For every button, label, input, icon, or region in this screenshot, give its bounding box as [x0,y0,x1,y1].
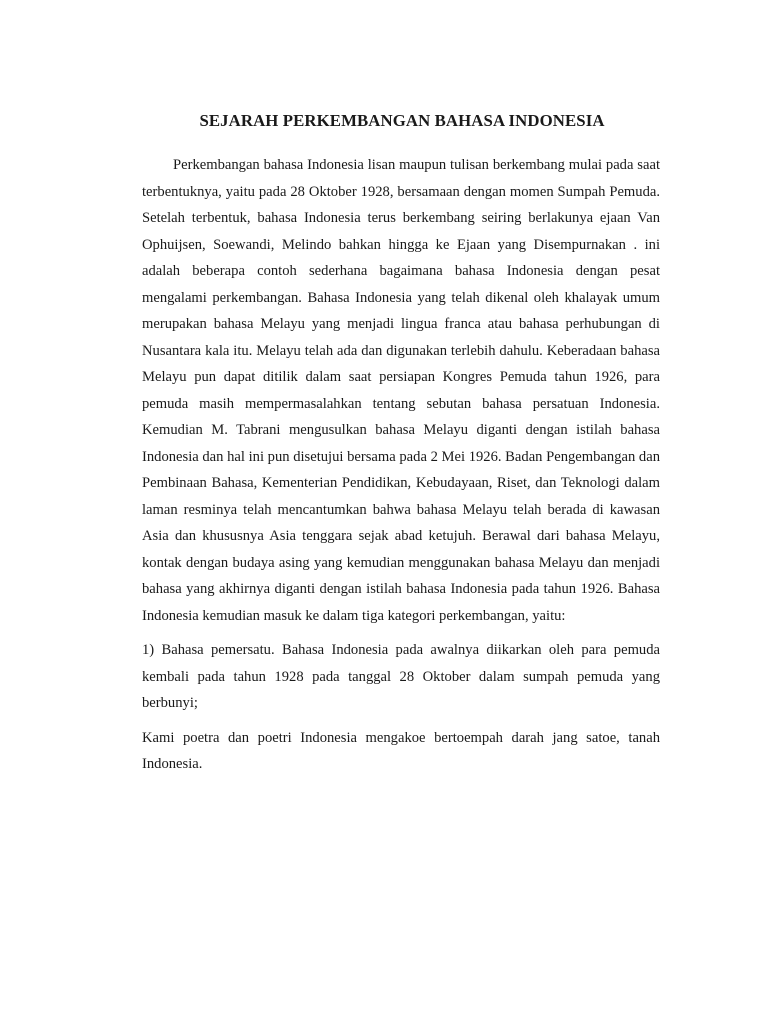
document-title: SEJARAH PERKEMBANGAN BAHASA INDONESIA [199,111,605,130]
paragraph-youth-pledge-quote: Kami poetra dan poetri Indonesia mengakoe bertoempah darah jang satoe, tanah Indonesia. [142,729,660,772]
paragraph-unifying-language: 1) Bahasa pemersatu. Bahasa Indonesia pada awalnya diikarkan oleh para pemuda kembali pada tahun 1928 pada tanggal 28 Oktober dalam sumpah pemuda yang berbunyi; [142,642,660,711]
paragraph-history: Perkembangan bahasa Indonesia lisan maupun tulisan berkembang mulai pada saat terbentuknya, yaitu pada 28 Oktober 1928, bersamaan dengan momen Sumpah Pemuda. Setelah terbentuk, bahasa Indonesia terus berkembang seiring berlakunya ejaan Van Ophuijsen, Soewandi, Melindo bahkan hingga ke Ejaan yang Disempurnakan . ini adalah beberapa contoh sederhana bagaimana bahasa Indonesia dengan pesat mengalami perkembangan. Bahasa Indonesia yang telah dikenal oleh khalayak umum merupakan bahasa Melayu yang menjadi lingua franca atau bahasa perhubungan di Nusantara kala itu. Melayu telah ada dan digunakan terlebih dahulu. Keberadaan bahasa Melayu pun dapat ditilik dalam saat persiapan Kongres Pemuda tahun 1926, para pemuda masih mempermasalahkan tentang sebutan bahasa persatuan Indonesia. Kemudian M. Tabrani mengusulkan bahasa Melayu diganti dengan istilah bahasa Indonesia dan hal ini pun disetujui bersama pada 2 Mei 1926. Badan Pengembangan dan Pembinaan Bahasa, Kementerian Pendidikan, Kebudayaan, Riset, dan Teknologi dalam laman resminya telah mencantumkan bahwa bahasa Melayu telah berada di kawasan Asia dan khususnya Asia tenggara sejak abad ketujuh. Berawal dari bahasa Melayu, kontak dengan budaya asing yang kemudian menggunakan bahasa Melayu dan menjadi bahasa yang akhirnya diganti dengan istilah bahasa Indonesia pada tahun 1926. Bahasa Indonesia kemudian masuk ke dalam tiga kategori perkembangan, yaitu: [142,157,660,624]
